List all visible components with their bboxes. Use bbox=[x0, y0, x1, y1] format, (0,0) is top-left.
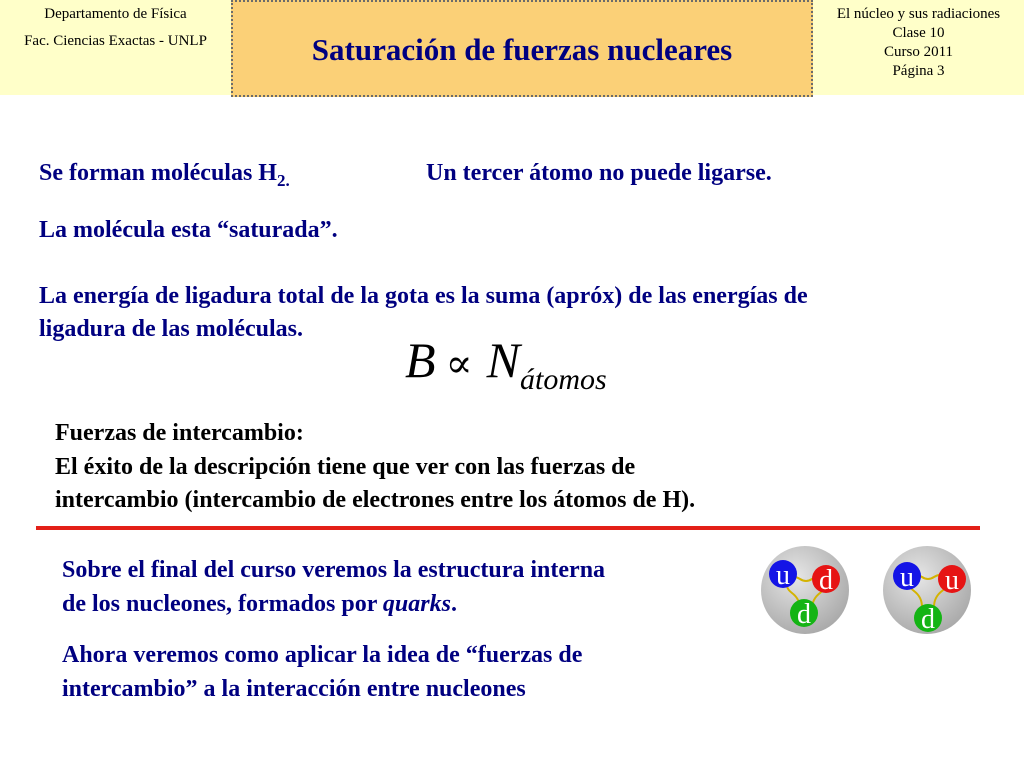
quarks-line-2 bbox=[62, 589, 457, 620]
class-number: Clase 10 bbox=[892, 25, 945, 41]
quarks-word: quarks bbox=[382, 591, 451, 617]
quark-label: u bbox=[776, 560, 790, 591]
molecules-label: Se forman moléculas H bbox=[39, 160, 277, 186]
neutron-illustration bbox=[760, 545, 850, 635]
divider-line bbox=[36, 526, 980, 530]
formula-rhs: N bbox=[486, 332, 520, 388]
saturated-text: La molécula esta “saturada”. bbox=[39, 217, 338, 243]
proportionality-formula bbox=[405, 330, 607, 410]
quark-label: d bbox=[921, 604, 935, 635]
slide-title: Saturación de fuerzas nucleares bbox=[311, 32, 733, 67]
formula-subscript: átomos bbox=[519, 363, 607, 396]
header-left-box bbox=[0, 0, 231, 95]
now-line-2: intercambio” a la interacción entre nucleones bbox=[62, 676, 526, 702]
department-label: Departamento de Física bbox=[44, 6, 187, 22]
page-number: Página 3 bbox=[892, 63, 945, 79]
course-year: Curso 2011 bbox=[883, 44, 954, 60]
energy-line-1: La energía de ligadura total de la gota es la suma (apróx) de las energías de bbox=[39, 283, 808, 309]
faculty-label: Fac. Ciencias Exactas - UNLP bbox=[24, 33, 207, 49]
h2-subscript: 2. bbox=[276, 171, 290, 190]
formula-lhs: B bbox=[405, 332, 436, 388]
quarks-line-2-text: de los nucleones, formados por bbox=[62, 591, 383, 617]
now-line-1: Ahora veremos como aplicar la idea de “fuerzas de bbox=[62, 642, 583, 668]
energy-line-2: ligadura de las moléculas. bbox=[39, 316, 304, 342]
quarks-period: . bbox=[450, 591, 457, 617]
quark-label: u bbox=[900, 562, 914, 593]
exchange-line-1: El éxito de la descripción tiene que ver con las fuerzas de bbox=[55, 454, 636, 480]
molecules-text bbox=[39, 158, 290, 196]
exchange-line-2: intercambio (intercambio de electrones entre los átomos de H). bbox=[55, 487, 696, 513]
proton-illustration bbox=[882, 545, 972, 635]
course-name: El núcleo y sus radiaciones bbox=[836, 6, 1001, 22]
quarks-line-1: Sobre el final del curso veremos la estructura interna bbox=[62, 557, 606, 583]
quark-label: d bbox=[819, 565, 833, 596]
quark-label: d bbox=[797, 599, 811, 630]
header-right-box bbox=[813, 0, 1024, 95]
proportional-symbol: ∝ bbox=[445, 341, 473, 386]
quark-label: u bbox=[945, 565, 959, 596]
header-title-box bbox=[231, 0, 813, 97]
exchange-title: Fuerzas de intercambio: bbox=[55, 420, 304, 446]
third-atom-text: Un tercer átomo no puede ligarse. bbox=[426, 160, 772, 186]
